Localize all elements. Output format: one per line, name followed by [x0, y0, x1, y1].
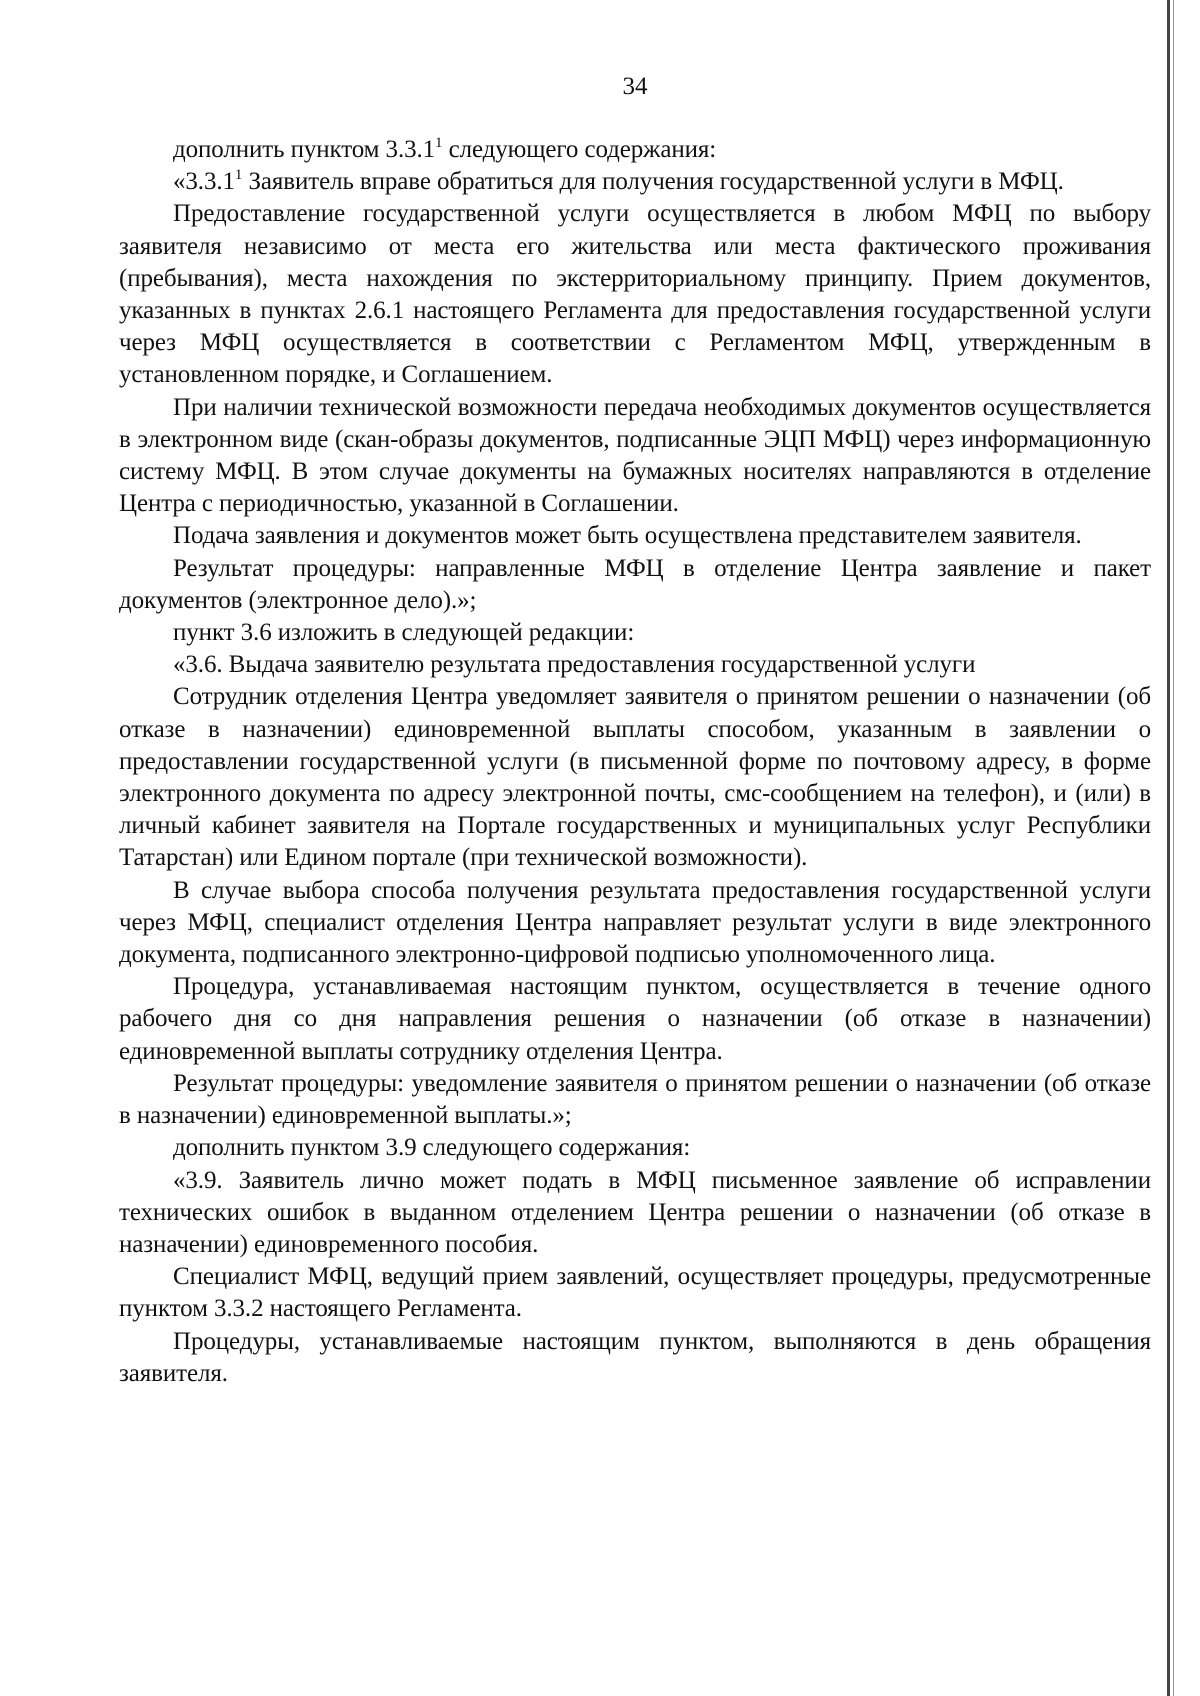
paragraph-16: Процедуры, устанавливаемые настоящим пунктом, выполняются в день обращения заявителя. — [119, 1327, 1151, 1387]
paragraph-2: «3.3.1$^1$ Заявитель вправе обратиться для получения государственной услуги в МФЦ. — [173, 167, 1064, 196]
paragraph-12: Результат процедуры: уведомление заявителя о принятом решении о назначении (об отказе в назначении) единовременной выплаты.»; — [119, 1069, 1151, 1130]
paragraph-1: дополнить пунктом 3.3.1$^1$ следующего содержания: — [173, 135, 717, 163]
paragraph-5: Подача заявления и документов может быть осуществлена представителем заявителя. — [173, 522, 1082, 550]
paragraph-11: Процедура, устанавливаемая настоящим пунктом, осуществляется в течение одного рабочего дня со дня направления решения о назначении (об отказе в назначении) единовременной выплаты сотруднику отделения Центра. — [119, 973, 1151, 1065]
paragraph-15: Специалист МФЦ, ведущий прием заявлений, осуществляет процедуры, предусмотренные пунктом 3.3.2 настоящего Регламента. — [119, 1263, 1151, 1323]
paragraph-8: «3.6. Выдача заявителю результата предоставления государственной услуги — [173, 651, 976, 679]
paragraph-7: пункт 3.6 изложить в следующей редакции: — [173, 619, 635, 647]
paragraph-3: Предоставление государственной услуги осуществляется в любом МФЦ по выбору заявителя независимо от места его жительства или места фактического проживания (пребывания), места нахождения по экстерриториальному принципу. Прием документов, указанных в пунктах 2.6.1 настоящего Регламента для предоставления государственной услуги через МФЦ осуществляется в соответствии с Регламентом МФЦ, утвержденным в установленном порядке, и Соглашением. — [119, 200, 1151, 389]
paragraph-13: дополнить пунктом 3.9 следующего содержания: — [173, 1134, 691, 1162]
paragraph-10: В случае выбора способа получения результата предоставления государственной услуги через МФЦ, специалист отделения Центра направляет результат услуги в виде электронного документа, подписанного электронно-цифровой подписью уполномоченного лица. — [119, 876, 1151, 969]
paragraph-9: Сотрудник отделения Центра уведомляет заявителя о принятом решении о назначении (об отказе в назначении) единовременной выплаты способом, указанным в заявлении о предоставлении государственной услуги (в письменной форме по почтовому адресу, в форме электронного документа по адресу электронной почты, смс-сообщением на телефон), и (или) в личный кабинет заявителя на Портале государственных и муниципальных услуг Республики Татарстан) или Едином портале (при технической возможности). — [119, 683, 1151, 872]
scan-edge — [1167, 0, 1170, 1696]
scan-edge-line — [1173, 0, 1174, 1696]
page-number: 34 — [622, 73, 648, 100]
paragraph-4: При наличии технической возможности передача необходимых документов осуществляется в электронном виде (скан-образы документов, подписанные ЭЦП МФЦ) через информационную систему МФЦ. В этом случае документы на бумажных носителях направляются в отделение Центра с периодичностью, указанной в Соглашении. — [119, 393, 1151, 518]
document-body — [119, 134, 1151, 1390]
paragraph-14: «3.9. Заявитель лично может подать в МФЦ письменное заявление об исправлении технических ошибок в выданном отделением Центра решении о назначении (об отказе в назначении) единовременного пособия. — [119, 1166, 1151, 1258]
paragraph-6: Результат процедуры: направленные МФЦ в отделение Центра заявление и пакет документов (электронное дело).»; — [119, 554, 1151, 614]
